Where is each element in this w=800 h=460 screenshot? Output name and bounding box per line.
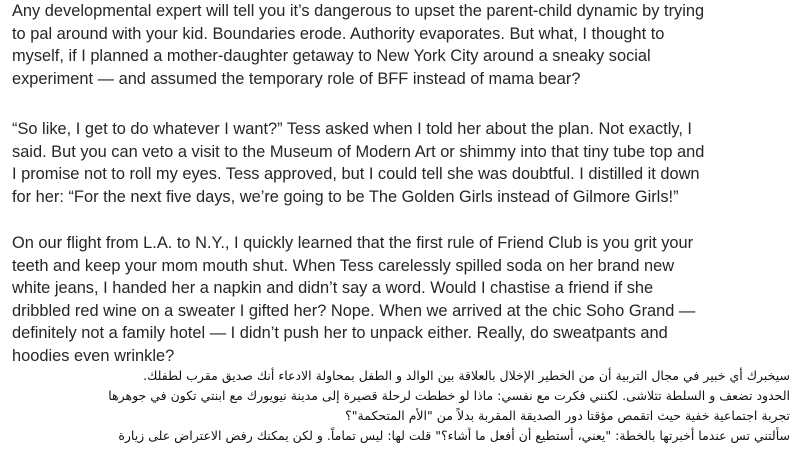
paragraph-line: Any developmental expert will tell you it’s dangerous to upset the parent-child dynamic by trying	[12, 2, 705, 20]
paragraph-line: myself, if I planned a mother-daughter getaway to New York City around a sneaky social	[12, 47, 651, 66]
paragraph-line: teeth and keep your mom mouth shut. When Tess carelessly spilled soda on her brand new	[12, 256, 675, 275]
translation-line: سألتني تس عندما أخبرتها بالخطة: "يعني، أستطيع أن أفعل ما أشاء؟" قلت لها: ليس تماماً. و لكن يمكنك رفض الاعتراض على زيارة	[118, 428, 790, 443]
paragraph-2	[12, 118, 704, 208]
arabic-translation	[10, 366, 790, 446]
translation-line: الحدود تضعف و السلطة تتلاشى. لكنني فكرت مع نفسي: ماذا لو خططت لرحلة قصيرة إلى مدينة نيويورك مع ابنتي تكون في جوهرها	[108, 388, 790, 403]
paragraph-line: dribbled red wine on a sweater I gifted her? Nope. When we arrived at the chic Soho Grand —	[12, 301, 696, 320]
translation-line: سيخبرك أي خبير في مجال التربية أن من الخطير الإخلال بالعلاقة بين الوالد و الطفل بمحاولة الادعاء أنك صديق مقرب لطفلك.	[143, 368, 790, 383]
translation-line: تجربة اجتماعية خفية حيث اتقمص مؤقتا دور الصديقة المقربة بدلاً من "الأم المتحكمة"؟	[345, 408, 790, 423]
paragraph-line: definitely not a family hotel — I didn’t push her to unpack either. Really, do sweatpants and	[12, 324, 668, 343]
paragraph-3	[12, 232, 695, 368]
paragraph-line: to pal around with your kid. Boundaries erode. Authority evaporates. But what, I thought to	[12, 24, 665, 43]
paragraph-line: white jeans, I handed her a napkin and didn’t say a word. Would I chastise a friend if she	[12, 279, 654, 298]
paragraph-line: for her: “For the next five days, we’re going to be The Golden Girls instead of Gilmore Girls!”	[12, 187, 679, 206]
paragraph-line: I promise not to roll my eyes. Tess approved, but I could tell she was doubtful. I distilled it down	[12, 165, 700, 184]
paragraph-1	[12, 0, 704, 90]
paragraph-line: experiment — and assumed the temporary role of BFF instead of mama bear?	[12, 69, 581, 88]
paragraph-line: hoodies even wrinkle?	[12, 346, 175, 365]
paragraph-line: On our flight from L.A. to N.Y., I quickly learned that the first rule of Friend Club is you grit your	[12, 234, 694, 252]
paragraph-line: said. But you can veto a visit to the Museum of Modern Art or shimmy into that tiny tube top and	[12, 142, 705, 161]
paragraph-line: “So like, I get to do whatever I want?” Tess asked when I told her about the plan. Not exactly, I	[12, 120, 692, 138]
